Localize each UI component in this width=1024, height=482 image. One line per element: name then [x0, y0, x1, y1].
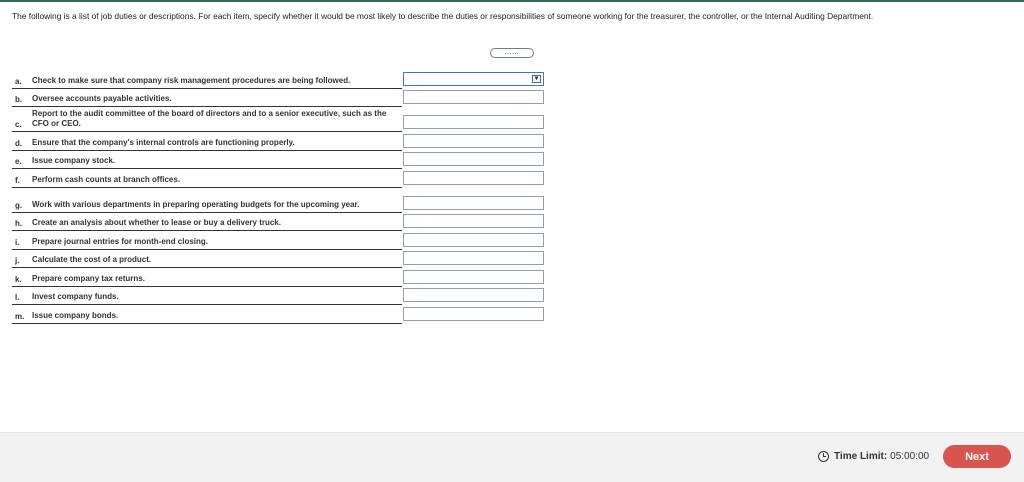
item-text: Create an analysis about whether to lease or buy a delivery truck. [32, 218, 281, 227]
answer-dropdown[interactable] [403, 307, 544, 321]
item-text: Issue company stock. [32, 156, 116, 165]
question-prompt: The following is a list of job duties or descriptions. For each item, specify whether it would be most likely to describe the duties or responsibilities of someone working for the treasurer, the controller, or the Internal Auditing Department. [12, 11, 874, 21]
item-letter: l. [15, 293, 20, 302]
answer-dropdown[interactable] [403, 134, 544, 148]
item-letter: m. [15, 311, 25, 321]
top-accent-line [0, 0, 1024, 2]
list-item [12, 213, 402, 232]
time-limit [818, 448, 929, 464]
list-item [12, 305, 402, 324]
item-text: Issue company bonds. [32, 310, 119, 320]
answer-dropdown[interactable] [403, 72, 544, 86]
answer-dropdown[interactable] [403, 115, 544, 129]
dropdown-arrow-icon[interactable]: ▼ [533, 76, 540, 82]
list-item [12, 107, 402, 132]
item-text: Prepare journal entries for month-end closing. [32, 236, 209, 246]
list-item [12, 151, 402, 170]
answer-dropdown[interactable] [403, 233, 544, 247]
answer-dropdown[interactable] [403, 152, 544, 166]
item-text: Check to make sure that company risk management procedures are being followed. [32, 75, 351, 85]
item-letter: a. [15, 76, 22, 86]
item-letter: k. [15, 274, 22, 284]
item-text: Work with various departments in preparing operating budgets for the upcoming year. [32, 199, 360, 209]
item-letter: f. [15, 175, 20, 185]
next-button[interactable]: Next [943, 445, 1011, 468]
clock-icon [818, 451, 829, 462]
items-list [12, 70, 402, 324]
item-text: Perform cash counts at branch offices. [32, 174, 181, 184]
item-letter: i. [15, 237, 20, 247]
answer-dropdown[interactable] [403, 196, 544, 210]
answer-dropdown[interactable] [403, 270, 544, 284]
item-letter: g. [15, 200, 23, 210]
item-text: Ensure that the company's internal controls are functioning properly. [32, 137, 295, 147]
item-text: Prepare company tax returns. [32, 273, 145, 283]
item-text: Calculate the cost of a product. [32, 255, 152, 264]
list-item [12, 268, 402, 287]
list-item [12, 250, 402, 269]
list-item [12, 89, 402, 108]
list-item [12, 132, 402, 151]
list-item [12, 70, 402, 89]
item-text: Report to the audit committee of the board of directors and to a senior executive, such as the CFO or CEO. [32, 109, 387, 128]
item-letter: h. [15, 219, 23, 228]
answer-dropdown[interactable] [403, 288, 544, 302]
item-text: Oversee accounts payable activities. [32, 94, 172, 103]
expand-pill-button[interactable]: ...... [490, 48, 534, 58]
item-text: Invest company funds. [32, 292, 119, 301]
list-item [12, 231, 402, 250]
time-limit-value: 05:00:00 [890, 450, 930, 462]
item-letter: c. [15, 120, 22, 129]
answer-dropdown[interactable] [403, 214, 544, 228]
item-letter: b. [15, 95, 23, 104]
list-item [12, 188, 402, 213]
list-item [12, 287, 402, 306]
answer-dropdown[interactable] [403, 251, 544, 265]
answer-dropdown[interactable] [403, 171, 544, 185]
item-letter: j. [15, 256, 20, 265]
item-letter: d. [15, 138, 23, 148]
time-limit-label: Time Limit: [834, 450, 888, 462]
answer-dropdown[interactable] [403, 90, 544, 104]
item-letter: e. [15, 157, 22, 166]
list-item [12, 169, 402, 188]
